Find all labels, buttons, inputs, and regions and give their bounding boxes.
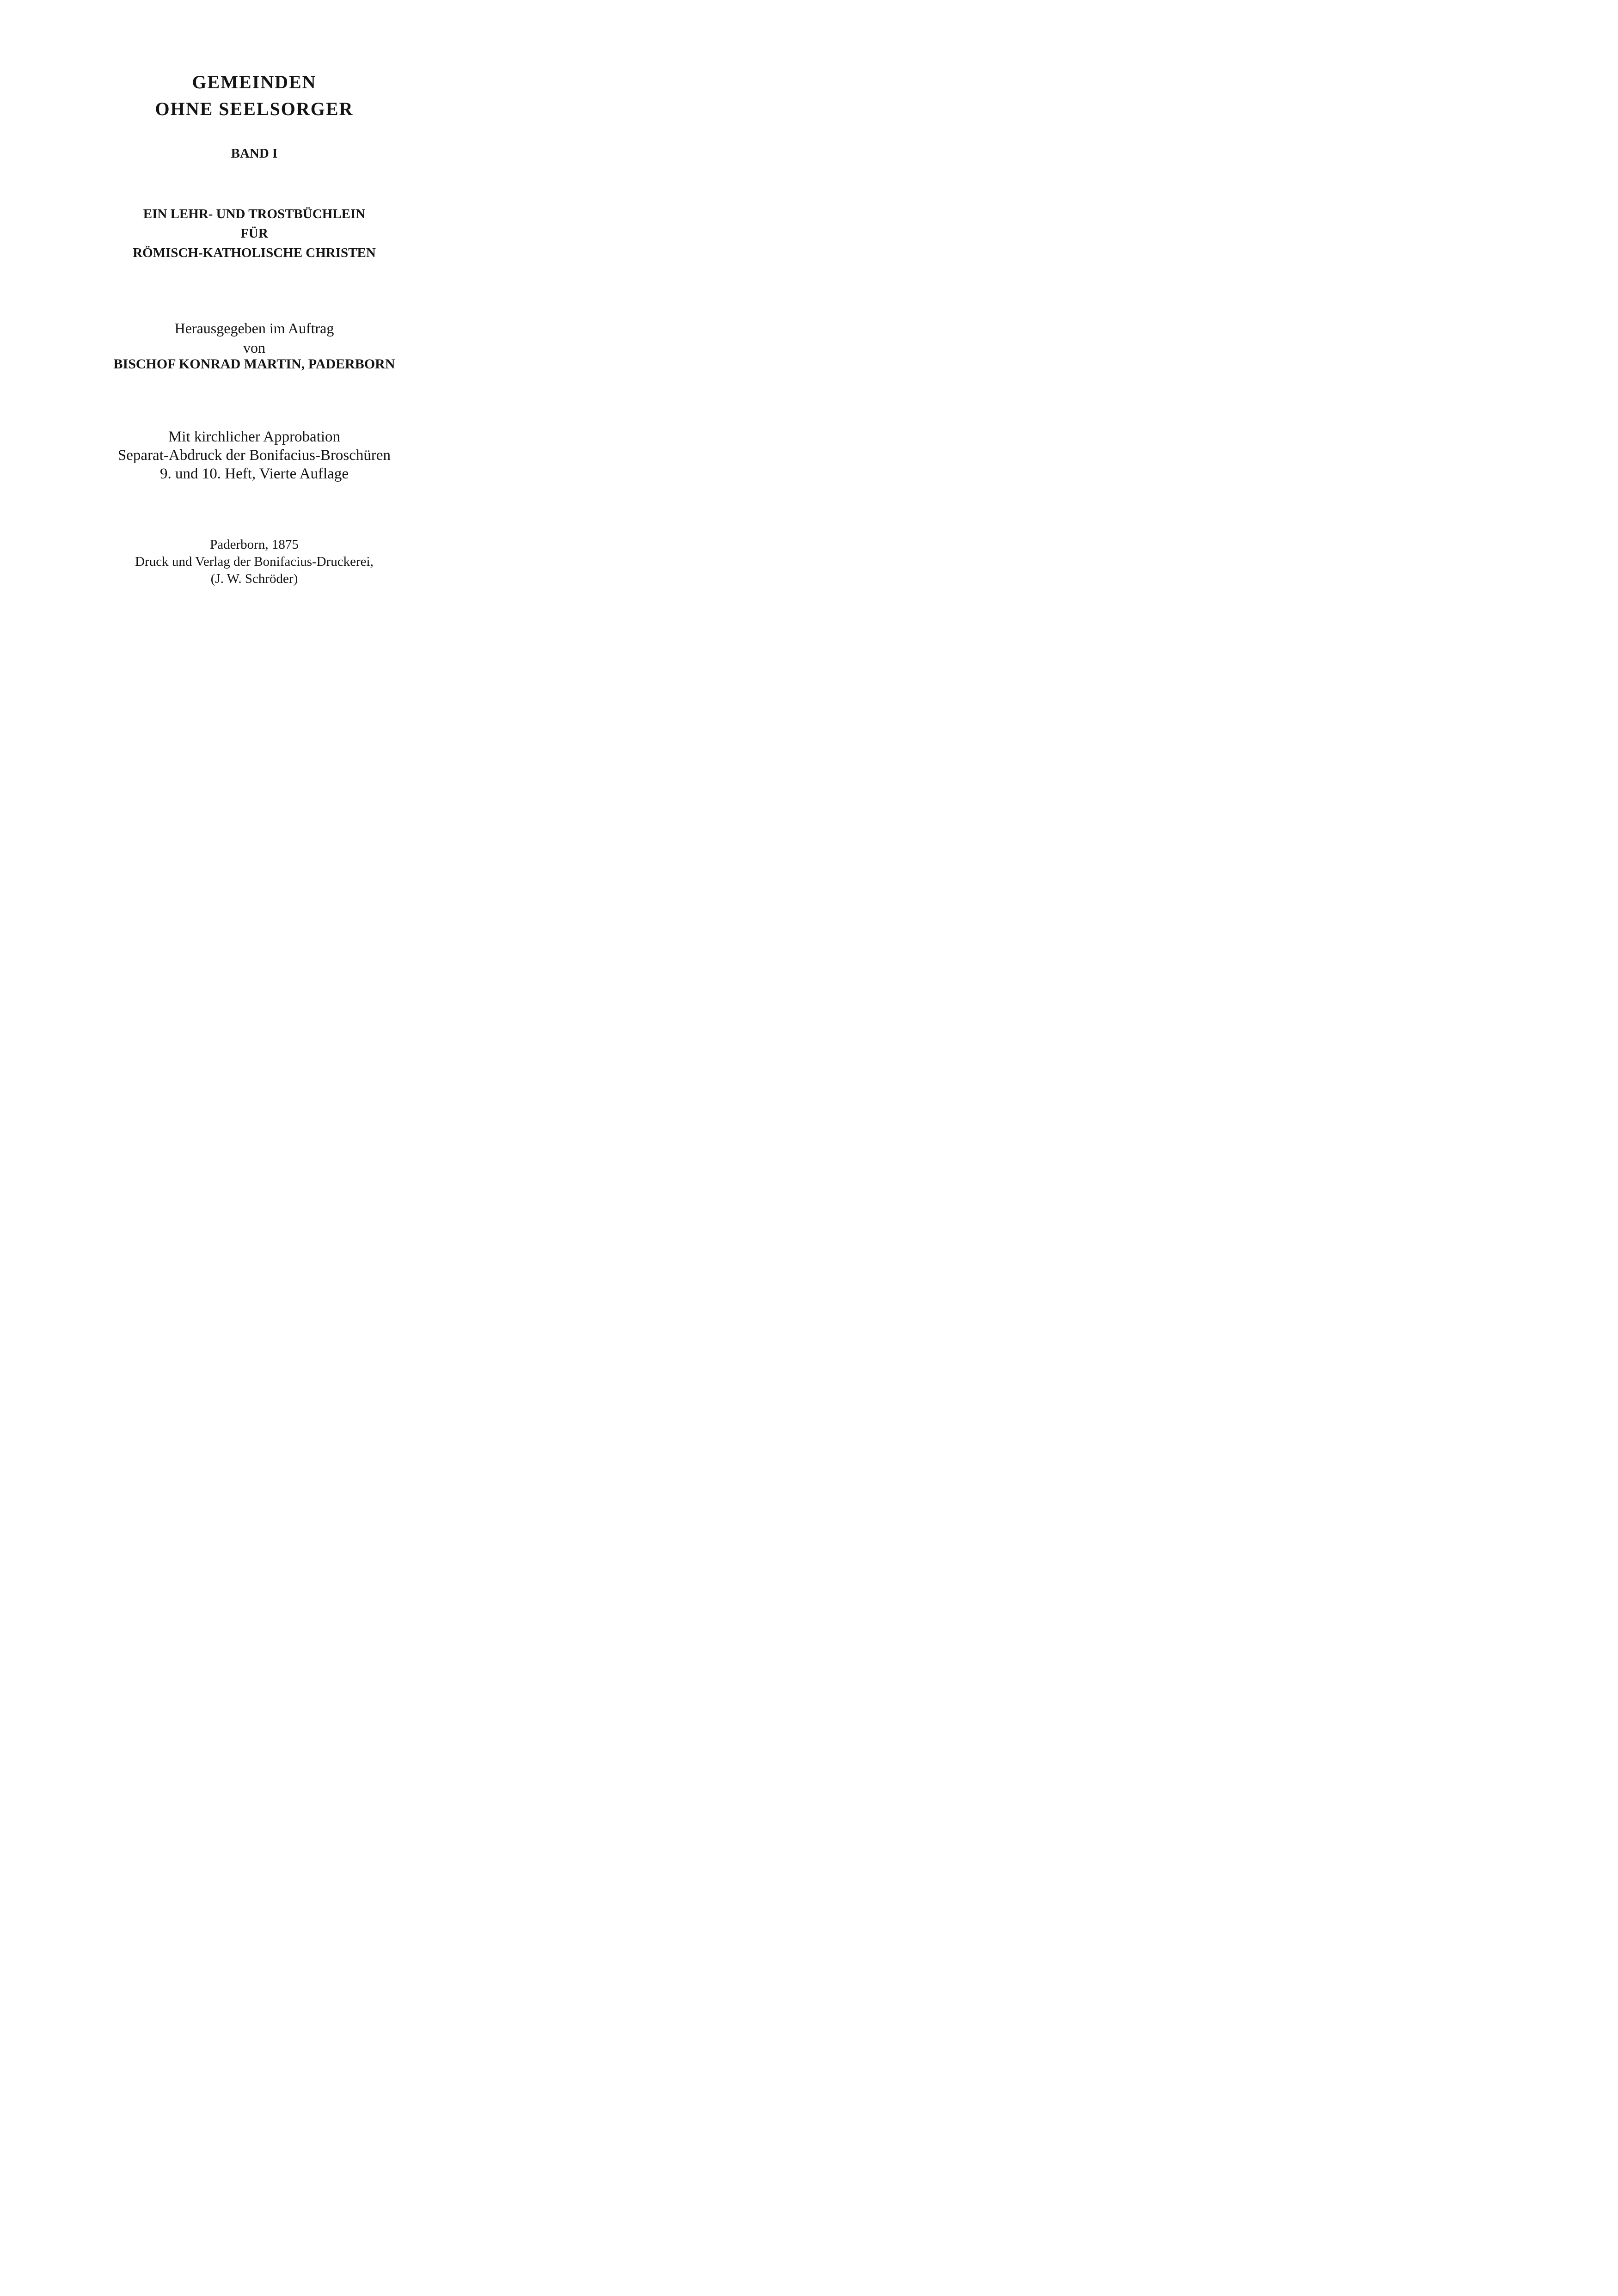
- main-title-line-1: GEMEINDEN: [192, 72, 317, 92]
- edition-line-3: 9. und 10. Heft, Vierte Auflage: [160, 465, 349, 482]
- subtitle-line-2: FÜR: [240, 226, 268, 241]
- edition-line-2: Separat-Abdruck der Bonifacius-Broschüren: [117, 447, 391, 464]
- editor-name: BISCHOF KONRAD MARTIN, PADERBORN: [113, 356, 395, 372]
- main-title-line-2: OHNE SEELSORGER: [155, 98, 354, 119]
- volume-label: BAND I: [231, 146, 278, 161]
- imprint-line-2: Druck und Verlag der Bonifacius-Druckerei,: [135, 554, 374, 569]
- subtitle-line-1: EIN LEHR- UND TROSTBÜCHLEIN: [143, 207, 366, 221]
- editor-line-2: von: [243, 339, 265, 356]
- editor-line-1: Herausgegeben im Auftrag: [174, 320, 334, 337]
- subtitle-line-3: RÖMISCH-KATHOLISCHE CHRISTEN: [133, 245, 376, 260]
- imprint-line-3: (J. W. Schröder): [210, 571, 298, 586]
- imprint-line-1: Paderborn, 1875: [210, 537, 299, 552]
- edition-line-1: Mit kirchlicher Approbation: [168, 429, 341, 445]
